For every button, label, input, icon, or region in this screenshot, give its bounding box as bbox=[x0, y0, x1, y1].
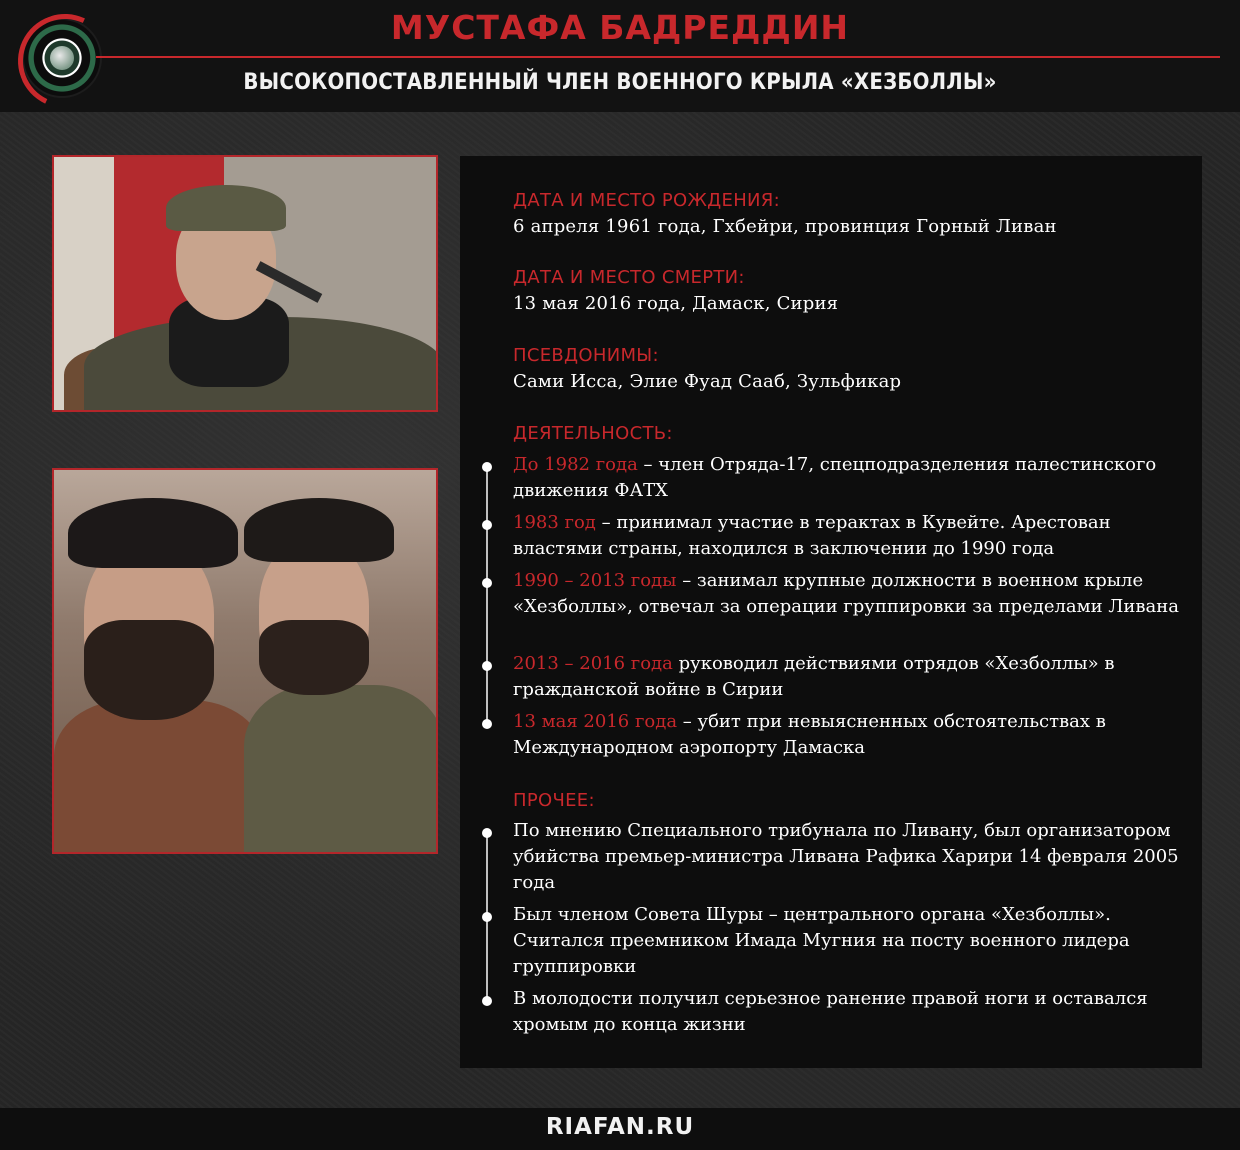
activity-item bbox=[513, 709, 1193, 761]
other-item: В молодости получил серьезное ранение правой ноги и оставался хромым до конца жизни bbox=[513, 988, 1148, 1035]
activity-item bbox=[513, 510, 1193, 562]
activity-timeline-line bbox=[486, 467, 488, 723]
other-item: Был членом Совета Шуры – центрального органа «Хезболлы». Считался преемником Имада Мугния на посту военного лидера группировки bbox=[513, 904, 1130, 977]
activity-item bbox=[513, 452, 1193, 504]
activity-text: – занимал крупные должности в военном крыле «Хезболлы», отвечал за операции группировки за пределами Ливана bbox=[513, 570, 1179, 617]
aliases-value: Сами Исса, Элие Фуад Сааб, Зульфикар bbox=[513, 371, 902, 392]
other-label: ПРОЧЕЕ: bbox=[513, 790, 595, 811]
logo-globe bbox=[50, 46, 74, 70]
group-photo bbox=[52, 468, 438, 854]
page-title: МУСТАФА БАДРЕДДИН bbox=[390, 8, 850, 47]
timeline-dot bbox=[482, 719, 492, 729]
header-divider bbox=[96, 56, 1220, 58]
footer-bar bbox=[0, 1108, 1240, 1150]
site-link[interactable]: RIAFAN.RU bbox=[545, 1114, 695, 1140]
photo-robe bbox=[54, 700, 264, 854]
activity-item bbox=[513, 651, 1193, 703]
activity-label: ДЕЯТЕЛЬНОСТЬ: bbox=[513, 423, 673, 444]
photo-beard-right bbox=[259, 620, 369, 695]
activity-year: 2013 – 2016 года bbox=[513, 653, 673, 674]
death-label: ДАТА И МЕСТО СМЕРТИ: bbox=[513, 267, 745, 288]
bullet-dot bbox=[482, 828, 492, 838]
photo-cap bbox=[166, 185, 286, 231]
timeline-dot bbox=[482, 462, 492, 472]
activity-year: 13 мая 2016 года bbox=[513, 711, 678, 732]
timeline-dot bbox=[482, 578, 492, 588]
other-item: По мнению Специального трибунала по Ливану, был организатором убийства премьер-министра Ливана Рафика Харири 14 февраля 2005 года bbox=[513, 820, 1179, 893]
timeline-dot bbox=[482, 661, 492, 671]
activity-text: – принимал участие в терактах в Кувейте. Арестован властями страны, находился в заключении до 1990 года bbox=[513, 512, 1111, 559]
activity-text: – член Отряда-17, спецподразделения палестинского движения ФАТХ bbox=[513, 454, 1157, 501]
header-bar bbox=[0, 0, 1240, 112]
info-panel bbox=[460, 156, 1202, 1068]
bullet-dot bbox=[482, 996, 492, 1006]
birth-value: 6 апреля 1961 года, Гхбейри, провинция Горный Ливан bbox=[513, 216, 1057, 237]
activity-text: руководил действиями отрядов «Хезболлы» в гражданской войне в Сирии bbox=[513, 653, 1115, 700]
birth-label: ДАТА И МЕСТО РОЖДЕНИЯ: bbox=[513, 190, 780, 211]
page-subtitle: ВЫСОКОПОСТАВЛЕННЫЙ ЧЛЕН ВОЕННОГО КРЫЛА «ХЕЗБОЛЛЫ» bbox=[243, 70, 997, 95]
photo-beret bbox=[244, 498, 394, 562]
photo-turban bbox=[68, 498, 238, 568]
timeline-dot bbox=[482, 520, 492, 530]
activity-year: До 1982 года bbox=[513, 454, 638, 475]
death-value: 13 мая 2016 года, Дамаск, Сирия bbox=[513, 293, 839, 314]
activity-text: – убит при невыясненных обстоятельствах в Международном аэропорту Дамаска bbox=[513, 711, 1106, 758]
photo-uniform bbox=[244, 685, 438, 854]
activity-year: 1983 год bbox=[513, 512, 596, 533]
portrait-photo bbox=[52, 155, 438, 412]
activity-item bbox=[513, 568, 1193, 620]
aliases-label: ПСЕВДОНИМЫ: bbox=[513, 345, 659, 366]
bullet-dot bbox=[482, 912, 492, 922]
activity-year: 1990 – 2013 годы bbox=[513, 570, 677, 591]
photo-beard-left bbox=[84, 620, 214, 720]
